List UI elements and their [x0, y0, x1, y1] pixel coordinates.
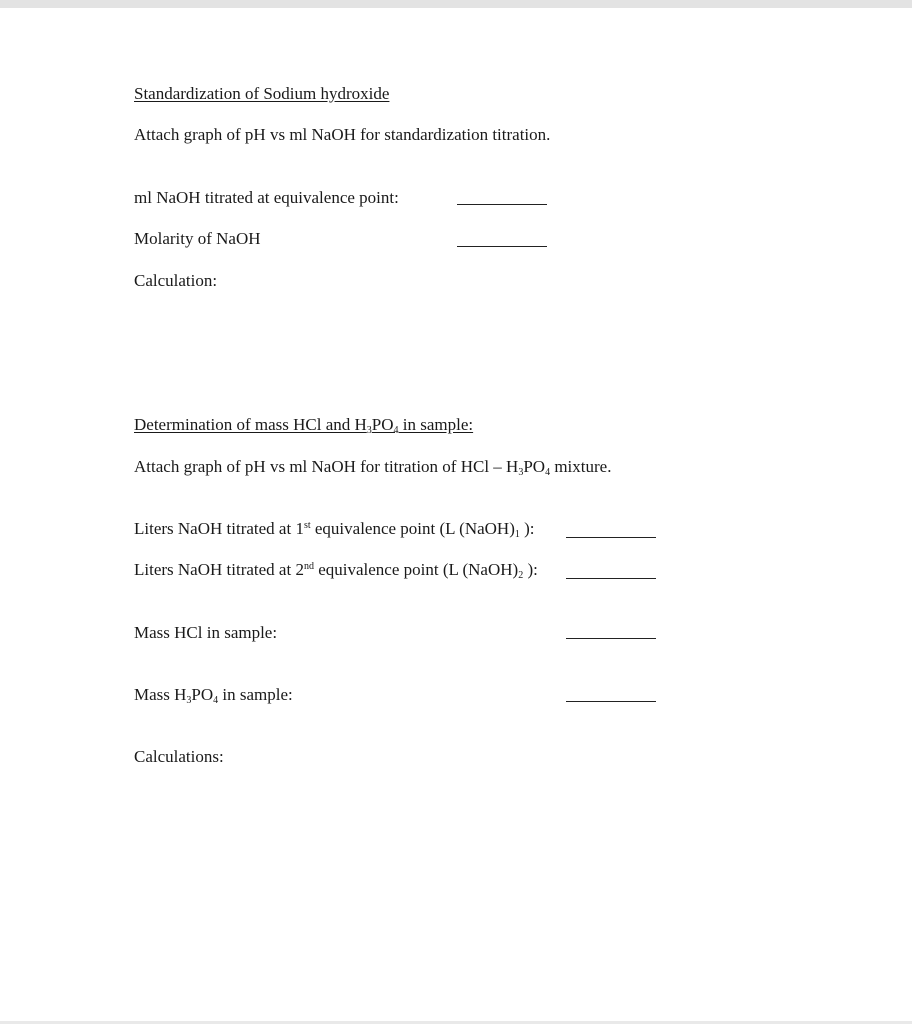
equivalence-ml-label: ml NaOH titrated at equivalence point: — [134, 188, 399, 207]
mass-hcl-label: Mass HCl in sample: — [134, 623, 278, 642]
calculations-label: Calculations: — [134, 747, 224, 766]
calculation-label: Calculation: — [134, 271, 218, 290]
liters-second-equivalence-blank[interactable] — [566, 578, 656, 579]
section1-instruction: Attach graph of pH vs ml NaOH for standardization titration. — [134, 125, 551, 144]
viewer-top-band — [0, 0, 912, 8]
section1-heading: Standardization of Sodium hydroxide — [134, 84, 390, 103]
section2-instruction: Attach graph of pH vs ml NaOH for titration of HCl – $H_3PO_4$ mixture. — [134, 457, 612, 478]
liters-first-equivalence-label: Liters NaOH titrated at 1st equivalence point (L $(NaOH)_1$ ): — [134, 519, 535, 540]
document-page — [0, 8, 912, 1021]
molarity-blank[interactable] — [457, 246, 547, 247]
liters-first-equivalence-blank[interactable] — [566, 537, 656, 538]
liters-second-equivalence-label: Liters NaOH titrated at 2nd equivalence point (L $(NaOH)_2$ ): — [134, 560, 538, 581]
mass-hcl-blank[interactable] — [566, 638, 656, 639]
section2-heading: Determination of mass HCl and $H_3PO_4$ in sample: — [134, 415, 474, 436]
molarity-label: Molarity of NaOH — [134, 229, 261, 248]
mass-h3po4-blank[interactable] — [566, 701, 656, 702]
mass-h3po4-label: Mass $H_3PO_4$ in sample: — [134, 685, 293, 706]
equivalence-ml-blank[interactable] — [457, 204, 547, 205]
